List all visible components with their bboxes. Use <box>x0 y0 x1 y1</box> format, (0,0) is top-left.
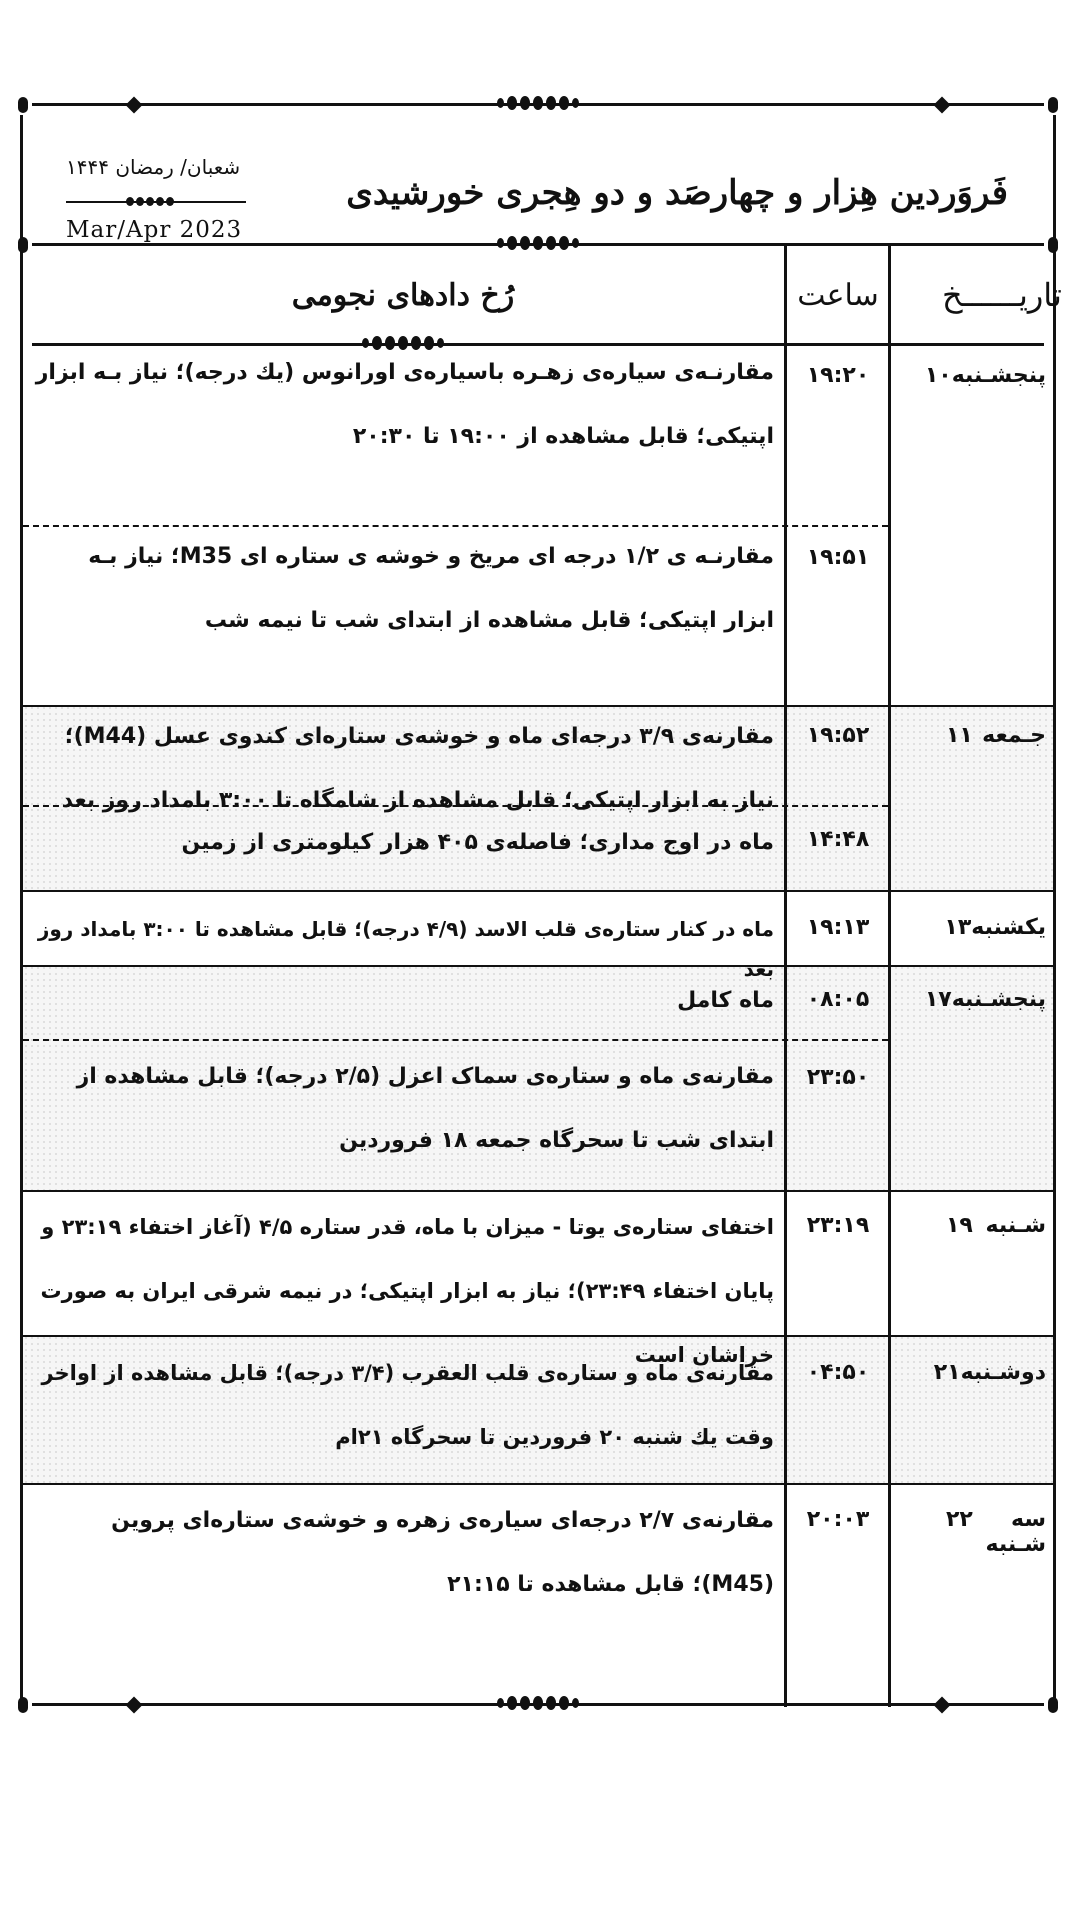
table-row-time: ۱۹:۱۳ <box>806 915 870 940</box>
table-row-time: ۱۹:۲۰ <box>806 363 870 388</box>
table-row-time: ۱۴:۴۸ <box>806 827 870 852</box>
table-row-event: مقارنـه ی ۱/۲ درجه ای مریخ و خوشه ی ستاره ای M35؛ نیاز بـه ابزار اپتیکی؛ قابل مشاهده از ابتدای شب تا نیمه شب <box>88 544 774 633</box>
table-row-event: ماه در کنار ستاره‌ی قلب الاسد (۴/۹ درجه)؛ قابل مشاهده تا ۳:۰۰ بامداد روز بعد <box>37 917 774 981</box>
column-divider <box>888 245 891 1707</box>
table-row-date: پنجشـنبه ۱۰ <box>924 363 1046 388</box>
table-row-time: ۰۴:۵۰ <box>806 1360 870 1385</box>
page-title: فَروَردین هِزار و چهارصَد و دو هِجری خورشیدی <box>346 173 1008 213</box>
table-row-event: ماه کامل <box>677 988 774 1013</box>
table-row-date: دوشـنبه ۲۱ <box>933 1360 1046 1385</box>
hijri-month: شعبان/ رمضان ۱۴۴۴ <box>66 155 241 179</box>
table-row-event: مقارنه‌ی ماه و ستاره‌ی قلب العقرب (۳/۴ درجه)؛ قابل مشاهده از اواخر وقت یك شنبه ۲۰ فروردین تا سحرگاه ۲۱ام <box>41 1361 774 1449</box>
table-row-time: ۲۳:۱۹ <box>806 1213 870 1238</box>
table-row-date: سه شـنبه ۲۲ <box>946 1507 1046 1557</box>
gregorian-month: Mar/Apr 2023 <box>66 217 243 243</box>
table-row-event: ماه در اوج مداری؛ فاصله‌ی ۴۰۵ هزار کیلومتری از زمین <box>181 830 774 855</box>
small-ornament <box>66 197 246 207</box>
column-header-date: تاریــــــخ <box>942 276 1062 314</box>
events-table <box>18 245 1062 1707</box>
top-ornament-rule <box>18 93 1058 117</box>
table-row-time: ۰۸:۰۵ <box>806 987 870 1012</box>
table-row-time: ۲۳:۵۰ <box>806 1065 870 1090</box>
table-row-date: یکشنبه ۱۳ <box>944 915 1046 940</box>
column-divider <box>784 245 787 1707</box>
table-row-event: مقارنـه‌ی سیاره‌ی زهـره باسیاره‌ی اورانوس (یك درجه)؛ نیاز بـه ابزار اپتیکی؛ قابل مشاهده از ۱۹:۰۰ تا ۲۰:۳۰ <box>35 360 774 449</box>
table-row-event: مقارنه‌ی ماه و ستاره‌ی سماک اعزل (۲/۵ درجه)؛ قابل مشاهده از ابتدای شب تا سحرگاه جمعه ۱۸ فروردین <box>76 1064 774 1153</box>
table-row-event: مقارنه‌ی ۳/۹ درجه‌ای ماه و خوشه‌ی ستاره‌ای کندوی عسل (M44)؛ نیاز به ابزار اپتیکی؛ قابل مشاهده از شامگاه تا ۳:۰۰ بامداد روز بعد <box>61 724 774 813</box>
table-row-event: اختفای ستاره‌ی یوتا - میزان با ماه، قدر ستاره ۴/۵ (آغاز اختفاء ۲۳:۱۹ و پایان اختفاء ۲۳:۴۹)؛ نیاز به ابزار اپتیکی؛ در نیمه شرقی ایران به صورت خراشان است <box>40 1215 774 1367</box>
table-row-time: ۱۹:۵۲ <box>806 723 870 748</box>
table-row-event: مقارنه‌ی ۲/۷ درجه‌ای سیاره‌ی زهره و خوشه‌ی ستاره‌ای پروین (M45)؛ قابل مشاهده تا ۲۱:۱۵ <box>111 1508 774 1597</box>
calendar-page <box>18 105 1062 1715</box>
table-row-time: ۲۰:۰۳ <box>806 1507 870 1532</box>
table-row-date: جـمعه ۱۱ <box>946 723 1046 748</box>
column-header-events: رُخ دادهای نجومی <box>291 277 515 313</box>
table-row-date: شـنبه ۱۹ <box>946 1213 1046 1238</box>
bottom-ornament-rule <box>18 1693 1058 1717</box>
table-row-date: پنجشـنبه ۱۷ <box>924 987 1046 1012</box>
table-row-time: ۱۹:۵۱ <box>806 545 870 570</box>
column-header-time: ساعت <box>797 277 879 313</box>
